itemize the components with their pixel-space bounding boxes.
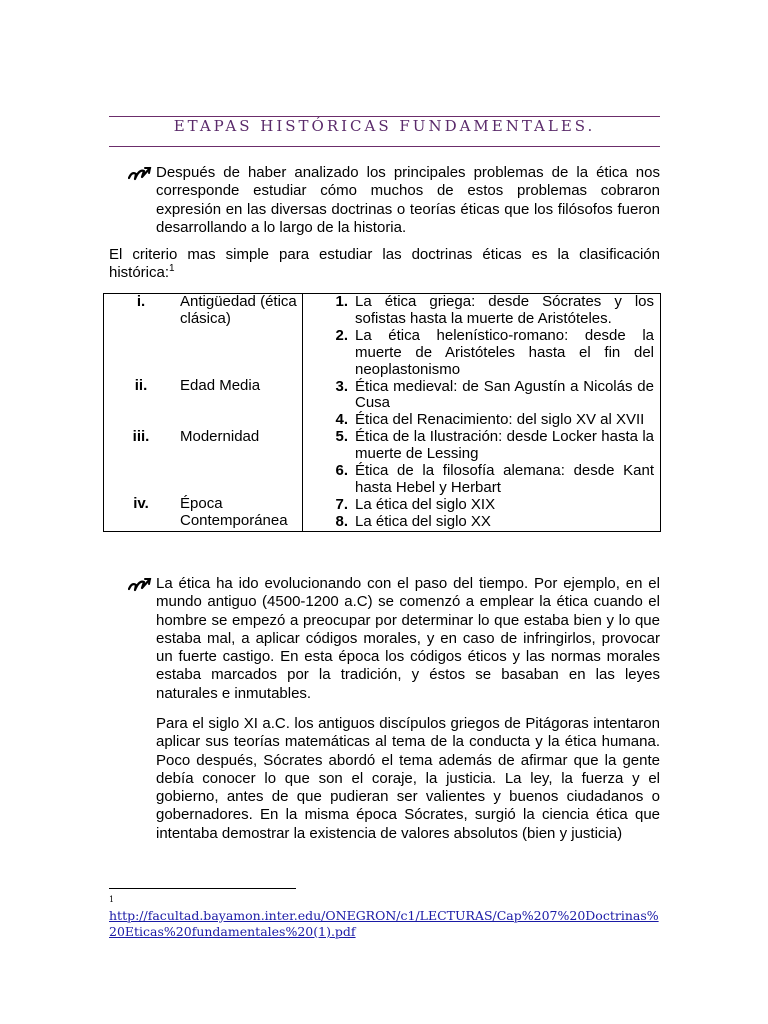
second-bullet-text: La ética ha ido evolucionando con el paso del tiempo. Por ejemplo, en el mundo antiguo (4500-1200 a.C) se comenzó a emplear la ética cuando el hombre se empezó a preocupar por determinar lo que estaba bien y lo que estaba mal, a aplicar códigos morales, y en caso de infringirlos, provocar un fuerte castigo. En esta época los códigos éticos y las normas morales estaba marcados por la tradición, y éstos se basaban en las leyes naturales e inmutables. [156, 575, 660, 702]
intro-bullet [128, 164, 660, 237]
period-name: Modernidad [180, 428, 260, 445]
item-number: 4. [335, 411, 348, 429]
footnote-link[interactable]: http://facultad.bayamon.inter.edu/ONEGRON/c1/LECTURAS/Cap%207%20Doctrinas%20Eticas%20fundamentales%20(1).pdf [109, 908, 659, 939]
period-number: i. [136, 293, 146, 310]
item-text: La ética griega: desde Sócrates y los sofistas hasta la muerte de Aristóteles. [355, 293, 654, 327]
list-item [303, 412, 654, 429]
item-text: La ética helenístico-romano: desde la muerte de Aristóteles hasta el fin del neoplastonismo [355, 326, 654, 378]
periods-column [104, 294, 303, 532]
item-text: Ética de la Ilustración: desde Locker hasta la muerte de Lessing [355, 428, 654, 463]
item-text: Ética de la filosofía alemana: desde Kant hasta Hebel y Herbart [355, 462, 654, 496]
item-number: 5. [335, 428, 348, 446]
list-item [303, 514, 654, 531]
criterio-text: El criterio mas simple para estudiar las doctrinas éticas es la clasificación histórica: [109, 246, 660, 281]
page-title: ETAPAS HISTÓRICAS FUNDAMENTALES. [173, 117, 596, 135]
handwritten-arrow-bullet-icon [128, 165, 152, 181]
list-item [303, 497, 654, 514]
intro-bullet-text: Después de haber analizado los principales problemas de la ética nos corresponde estudiar cómo muchos de estos problemas cobraron expresión en las diversas doctrinas o teorías éticas que los filósofos fueron desarrollando a lo largo de la historia. [156, 164, 660, 236]
item-number: 6. [335, 462, 348, 480]
list-item [303, 429, 654, 463]
item-number: 3. [335, 377, 348, 395]
item-text: La ética del siglo XIX [355, 495, 496, 513]
period-number: iv. [133, 495, 149, 512]
etapas-table [103, 293, 661, 532]
item-number: 7. [335, 495, 348, 513]
third-paragraph [128, 715, 660, 843]
title-bottom-rule [109, 146, 660, 147]
item-text: Ética del Renacimiento: del siglo XV al XVII [355, 411, 645, 429]
list-item [303, 328, 654, 379]
footnote-mark: 1 [109, 895, 115, 904]
period-name: Edad Media [180, 377, 261, 394]
list-item [303, 294, 654, 328]
footnote-separator [109, 888, 296, 889]
period-name: Época Contemporánea [180, 495, 288, 529]
items-column [303, 294, 661, 532]
item-number: 8. [335, 512, 348, 530]
footnote-ref[interactable]: 1 [169, 263, 175, 274]
item-number: 1. [335, 293, 348, 310]
item-text: La ética del siglo XX [355, 512, 491, 530]
second-bullet [128, 575, 660, 703]
list-item [303, 379, 654, 413]
item-text: Ética medieval: de San Agustín a Nicolás de Cusa [355, 377, 654, 412]
period-name: Antigüedad (ética clásica) [180, 293, 297, 327]
list-item [303, 463, 654, 497]
period-number: ii. [134, 377, 148, 394]
handwritten-arrow-bullet-icon [128, 576, 152, 592]
third-paragraph-text: Para el siglo XI a.C. los antiguos discípulos griegos de Pitágoras intentaron aplicar sus teorías matemáticas al tema de la conducta y la ética humana. Poco después, Sócrates abordó el tema además de afirmar que la gente debía conocer lo que son el coraje, la justicia. La ley, la fuerza y el gobierno, antes de que pudieran ser valientes y buenos ciudadanos o gobernadores. En la misma época Sócrates, surgió la ciencia ética que intentaba demostrar la existencia de valores absolutos (bien y justicia) [156, 715, 660, 842]
period-number: iii. [132, 428, 150, 445]
criterio-paragraph [109, 246, 660, 282]
item-number: 2. [335, 326, 348, 344]
